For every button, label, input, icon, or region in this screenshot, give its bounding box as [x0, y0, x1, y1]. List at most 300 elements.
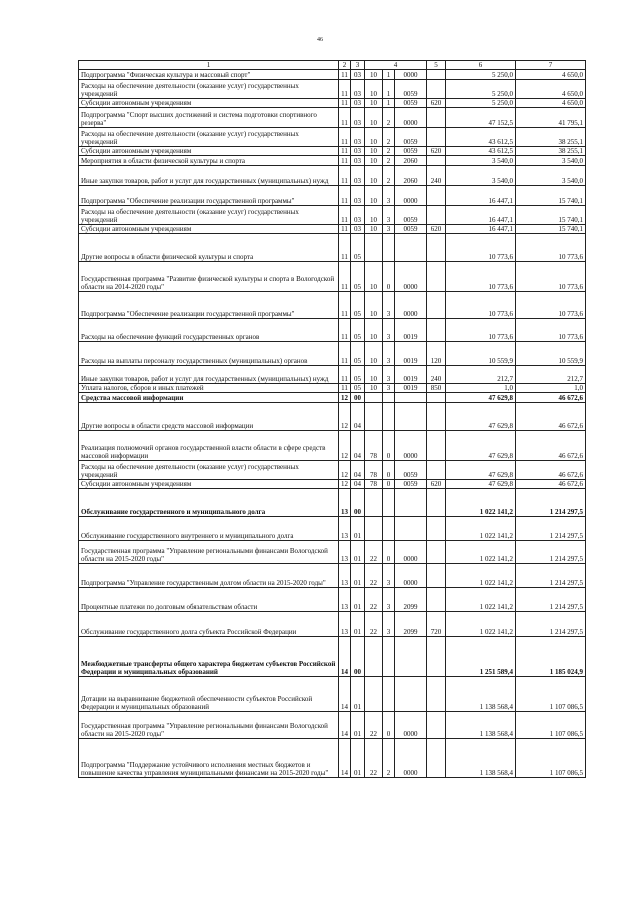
amount-year-2: 15 740,1	[516, 186, 586, 206]
program-code: 22	[365, 612, 383, 637]
section-code: 11	[339, 147, 351, 156]
amount-year-1: 47 629,8	[446, 461, 516, 480]
subprogram-code	[383, 517, 395, 541]
section-code: 13	[339, 564, 351, 588]
amount-year-1: 1 022 141,2	[446, 612, 516, 637]
subsection-code: 05	[351, 292, 365, 319]
table-row	[79, 166, 586, 186]
expense-type-code	[427, 156, 446, 166]
amount-year-1: 5 250,0	[446, 99, 516, 108]
table-row	[79, 489, 586, 517]
program-code: 10	[365, 147, 383, 156]
amount-year-1: 1 022 141,2	[446, 489, 516, 517]
row-name: Средства массовой информации	[79, 393, 339, 403]
subprogram-code: 0	[383, 262, 395, 292]
table-row	[79, 366, 586, 384]
table-row	[79, 564, 586, 588]
direction-code: 2099	[395, 612, 427, 637]
expense-type-code	[427, 739, 446, 778]
column-header: 5	[427, 61, 446, 70]
amount-year-1: 10 773,6	[446, 262, 516, 292]
amount-year-2: 4 650,0	[516, 80, 586, 99]
table-row	[79, 677, 586, 712]
expense-type-code	[427, 108, 446, 128]
table-row	[79, 393, 586, 403]
row-name: Расходы на обеспечение деятельности (оказание услуг) государственных учреждений	[79, 128, 339, 147]
table-row	[79, 637, 586, 677]
direction-code	[395, 393, 427, 403]
program-code: 10	[365, 128, 383, 147]
expense-type-code: 620	[427, 480, 446, 489]
section-code: 12	[339, 480, 351, 489]
table-row	[79, 70, 586, 80]
amount-year-1: 5 250,0	[446, 70, 516, 80]
section-code: 11	[339, 234, 351, 262]
amount-year-1: 10 773,6	[446, 319, 516, 342]
direction-code: 0059	[395, 206, 427, 225]
expense-type-code	[427, 541, 446, 564]
amount-year-1: 10 559,9	[446, 342, 516, 366]
program-code: 10	[365, 186, 383, 206]
section-code: 12	[339, 403, 351, 431]
expense-type-code	[427, 588, 446, 612]
expense-type-code	[427, 517, 446, 541]
row-name: Межбюджетные трансферты общего характера бюджетам субъектов Российской Федерации и муниципальных образований	[79, 637, 339, 677]
subsection-code: 04	[351, 431, 365, 461]
amount-year-2: 46 672,6	[516, 403, 586, 431]
subprogram-code: 2	[383, 156, 395, 166]
subprogram-code	[383, 637, 395, 677]
row-name: Другие вопросы в области физической культуры и спорта	[79, 234, 339, 262]
section-code: 11	[339, 108, 351, 128]
table-row	[79, 262, 586, 292]
section-code: 13	[339, 489, 351, 517]
row-name: Государственная программа "Развитие физической культуры и спорта в Вологодской области на 2014-2020 годы"	[79, 262, 339, 292]
section-code: 13	[339, 612, 351, 637]
amount-year-2: 4 650,0	[516, 99, 586, 108]
expense-type-code: 620	[427, 99, 446, 108]
program-code: 10	[365, 225, 383, 234]
amount-year-1: 16 447,1	[446, 186, 516, 206]
table-header-row	[79, 61, 586, 70]
table-row	[79, 128, 586, 147]
amount-year-1: 1 022 141,2	[446, 588, 516, 612]
subprogram-code: 3	[383, 225, 395, 234]
direction-code: 0000	[395, 70, 427, 80]
row-name: Государственная программа "Управление региональными финансами Вологодской области на 2015-2020 годы"	[79, 541, 339, 564]
subsection-code: 04	[351, 480, 365, 489]
amount-year-1: 212,7	[446, 366, 516, 384]
program-code: 10	[365, 342, 383, 366]
row-name: Подпрограмма "Поддержание устойчивого исполнения местных бюджетов и повышение качества управления муниципальными финансами на 2015-2020 годы"	[79, 739, 339, 778]
section-code: 11	[339, 80, 351, 99]
subprogram-code	[383, 489, 395, 517]
subsection-code: 00	[351, 637, 365, 677]
table-row	[79, 588, 586, 612]
subsection-code: 00	[351, 489, 365, 517]
direction-code: 0019	[395, 319, 427, 342]
subprogram-code: 3	[383, 342, 395, 366]
expense-type-code	[427, 206, 446, 225]
amount-year-2: 46 672,6	[516, 393, 586, 403]
amount-year-2: 1 107 086,5	[516, 739, 586, 778]
expense-type-code	[427, 80, 446, 99]
program-code	[365, 234, 383, 262]
expense-type-code: 120	[427, 342, 446, 366]
amount-year-2: 1,0	[516, 384, 586, 393]
program-code: 10	[365, 206, 383, 225]
amount-year-1: 47 629,8	[446, 480, 516, 489]
expense-type-code	[427, 564, 446, 588]
column-header: 6	[446, 61, 516, 70]
subsection-code: 03	[351, 99, 365, 108]
amount-year-2: 38 255,1	[516, 128, 586, 147]
subsection-code: 03	[351, 108, 365, 128]
amount-year-2: 10 773,6	[516, 262, 586, 292]
expense-type-code	[427, 292, 446, 319]
subprogram-code: 3	[383, 564, 395, 588]
section-code: 11	[339, 166, 351, 186]
subprogram-code	[383, 677, 395, 712]
subprogram-code: 1	[383, 80, 395, 99]
section-code: 12	[339, 461, 351, 480]
amount-year-1: 16 447,1	[446, 206, 516, 225]
subprogram-code: 3	[383, 206, 395, 225]
direction-code: 0019	[395, 384, 427, 393]
section-code: 11	[339, 319, 351, 342]
amount-year-1: 1 138 568,4	[446, 712, 516, 739]
expense-type-code: 720	[427, 612, 446, 637]
program-code: 10	[365, 319, 383, 342]
table-row	[79, 225, 586, 234]
subsection-code: 03	[351, 128, 365, 147]
section-code: 12	[339, 431, 351, 461]
section-code: 13	[339, 541, 351, 564]
subprogram-code: 2	[383, 739, 395, 778]
expense-type-code	[427, 677, 446, 712]
subsection-code: 01	[351, 517, 365, 541]
amount-year-1: 1 138 568,4	[446, 677, 516, 712]
budget-table	[78, 60, 586, 778]
section-code: 13	[339, 517, 351, 541]
column-header: 3	[351, 61, 365, 70]
section-code: 11	[339, 366, 351, 384]
row-name: Субсидии автономным учреждениям	[79, 225, 339, 234]
table-body	[79, 70, 586, 778]
row-name: Обслуживание государственного и муниципального долга	[79, 489, 339, 517]
amount-year-2: 1 107 086,5	[516, 677, 586, 712]
subprogram-code: 2	[383, 128, 395, 147]
subsection-code: 01	[351, 541, 365, 564]
subprogram-code: 2	[383, 166, 395, 186]
section-code: 14	[339, 677, 351, 712]
section-code: 14	[339, 712, 351, 739]
amount-year-2: 4 650,0	[516, 70, 586, 80]
expense-type-code: 240	[427, 166, 446, 186]
subprogram-code: 0	[383, 431, 395, 461]
amount-year-2: 41 795,1	[516, 108, 586, 128]
direction-code: 0059	[395, 99, 427, 108]
amount-year-1: 1 251 589,4	[446, 637, 516, 677]
section-code: 11	[339, 206, 351, 225]
subsection-code: 03	[351, 80, 365, 99]
expense-type-code: 620	[427, 147, 446, 156]
section-code: 12	[339, 393, 351, 403]
subprogram-code: 2	[383, 108, 395, 128]
amount-year-1: 47 629,8	[446, 393, 516, 403]
subprogram-code	[383, 234, 395, 262]
table-row	[79, 461, 586, 480]
expense-type-code: 620	[427, 225, 446, 234]
subsection-code: 05	[351, 384, 365, 393]
subsection-code: 05	[351, 342, 365, 366]
direction-code: 0059	[395, 128, 427, 147]
row-name: Подпрограмма "Обеспечение реализации государственной программы"	[79, 186, 339, 206]
section-code: 11	[339, 292, 351, 319]
row-name: Процентные платежи по долговым обязательствам области	[79, 588, 339, 612]
table-row	[79, 99, 586, 108]
program-code: 22	[365, 564, 383, 588]
subsection-code: 01	[351, 612, 365, 637]
row-name: Расходы на обеспечение деятельности (оказание услуг) государственных учреждений	[79, 80, 339, 99]
direction-code: 0000	[395, 712, 427, 739]
subprogram-code	[383, 403, 395, 431]
expense-type-code	[427, 234, 446, 262]
subsection-code: 01	[351, 739, 365, 778]
expense-type-code	[427, 262, 446, 292]
table-row	[79, 319, 586, 342]
expense-type-code: 240	[427, 366, 446, 384]
subsection-code: 05	[351, 319, 365, 342]
row-name: Субсидии автономным учреждениям	[79, 147, 339, 156]
direction-code: 2099	[395, 588, 427, 612]
amount-year-2: 1 214 297,5	[516, 612, 586, 637]
direction-code: 0019	[395, 342, 427, 366]
direction-code	[395, 403, 427, 431]
subprogram-code: 0	[383, 461, 395, 480]
table-row	[79, 234, 586, 262]
direction-code	[395, 234, 427, 262]
subprogram-code: 0	[383, 480, 395, 489]
section-code: 14	[339, 637, 351, 677]
subsection-code: 05	[351, 262, 365, 292]
table-row	[79, 342, 586, 366]
subsection-code: 04	[351, 403, 365, 431]
amount-year-2: 10 773,6	[516, 292, 586, 319]
direction-code: 0000	[395, 262, 427, 292]
direction-code: 0000	[395, 431, 427, 461]
program-code: 10	[365, 292, 383, 319]
subsection-code: 03	[351, 186, 365, 206]
column-header: 4	[365, 61, 427, 70]
subsection-code: 03	[351, 225, 365, 234]
direction-code: 0000	[395, 292, 427, 319]
amount-year-2: 15 740,1	[516, 206, 586, 225]
amount-year-1: 47 629,8	[446, 431, 516, 461]
section-code: 11	[339, 384, 351, 393]
direction-code: 0000	[395, 541, 427, 564]
expense-type-code	[427, 712, 446, 739]
section-code: 11	[339, 99, 351, 108]
subsection-code: 03	[351, 166, 365, 186]
expense-type-code	[427, 431, 446, 461]
amount-year-2: 46 672,6	[516, 431, 586, 461]
direction-code: 2060	[395, 156, 427, 166]
direction-code: 0000	[395, 739, 427, 778]
amount-year-1: 1 138 568,4	[446, 739, 516, 778]
amount-year-2: 46 672,6	[516, 480, 586, 489]
amount-year-1: 1,0	[446, 384, 516, 393]
direction-code	[395, 637, 427, 677]
subprogram-code: 3	[383, 588, 395, 612]
direction-code: 2060	[395, 166, 427, 186]
amount-year-1: 3 540,0	[446, 156, 516, 166]
direction-code	[395, 517, 427, 541]
subprogram-code: 1	[383, 99, 395, 108]
direction-code: 0000	[395, 108, 427, 128]
subprogram-code: 3	[383, 384, 395, 393]
amount-year-2: 10 559,9	[516, 342, 586, 366]
row-name: Подпрограмма "Спорт высших достижений и система подготовки спортивного резерва"	[79, 108, 339, 128]
section-code: 11	[339, 156, 351, 166]
program-code: 22	[365, 588, 383, 612]
amount-year-2: 15 740,1	[516, 225, 586, 234]
program-code	[365, 393, 383, 403]
subsection-code: 05	[351, 234, 365, 262]
row-name: Обслуживание государственного долга субъекта Российской Федерации	[79, 612, 339, 637]
row-name: Иные закупки товаров, работ и услуг для государственных (муниципальных) нужд	[79, 366, 339, 384]
section-code: 11	[339, 262, 351, 292]
subsection-code: 03	[351, 206, 365, 225]
program-code: 10	[365, 166, 383, 186]
table-row	[79, 431, 586, 461]
table-row	[79, 147, 586, 156]
section-code: 11	[339, 186, 351, 206]
amount-year-1: 1 022 141,2	[446, 564, 516, 588]
direction-code: 0000	[395, 186, 427, 206]
amount-year-2: 1 214 297,5	[516, 541, 586, 564]
program-code: 10	[365, 262, 383, 292]
amount-year-2: 38 255,1	[516, 147, 586, 156]
subsection-code: 01	[351, 588, 365, 612]
expense-type-code	[427, 637, 446, 677]
section-code: 14	[339, 739, 351, 778]
row-name: Реализация полномочий органов государственной власти области в сфере средств массовой информации	[79, 431, 339, 461]
row-name: Субсидии автономным учреждениям	[79, 480, 339, 489]
amount-year-1: 5 250,0	[446, 80, 516, 99]
amount-year-2: 212,7	[516, 366, 586, 384]
amount-year-2: 10 773,6	[516, 234, 586, 262]
page-number: 46	[317, 37, 323, 43]
table-row	[79, 712, 586, 739]
amount-year-2: 1 214 297,5	[516, 489, 586, 517]
program-code	[365, 517, 383, 541]
subsection-code: 01	[351, 564, 365, 588]
subprogram-code: 3	[383, 612, 395, 637]
program-code: 22	[365, 739, 383, 778]
subprogram-code: 1	[383, 70, 395, 80]
direction-code: 0059	[395, 147, 427, 156]
subsection-code: 03	[351, 70, 365, 80]
amount-year-1: 3 540,0	[446, 166, 516, 186]
subsection-code: 00	[351, 393, 365, 403]
table-row	[79, 541, 586, 564]
program-code: 10	[365, 99, 383, 108]
table-row	[79, 186, 586, 206]
amount-year-1: 1 022 141,2	[446, 541, 516, 564]
table-row	[79, 384, 586, 393]
amount-year-1: 1 022 141,2	[446, 517, 516, 541]
amount-year-1: 47 152,5	[446, 108, 516, 128]
expense-type-code	[427, 70, 446, 80]
row-name: Подпрограмма "Физическая культура и массовый спорт"	[79, 70, 339, 80]
expense-type-code	[427, 186, 446, 206]
subsection-code: 01	[351, 677, 365, 712]
section-code: 11	[339, 128, 351, 147]
subprogram-code: 3	[383, 186, 395, 206]
subprogram-code: 3	[383, 292, 395, 319]
amount-year-1: 10 773,6	[446, 234, 516, 262]
direction-code	[395, 489, 427, 517]
direction-code: 0059	[395, 480, 427, 489]
direction-code: 0059	[395, 225, 427, 234]
program-code: 78	[365, 431, 383, 461]
column-header: 1	[79, 61, 339, 70]
table-row	[79, 156, 586, 166]
table-row	[79, 612, 586, 637]
expense-type-code	[427, 403, 446, 431]
subsection-code: 03	[351, 147, 365, 156]
amount-year-1: 43 612,5	[446, 128, 516, 147]
subprogram-code: 3	[383, 366, 395, 384]
column-header: 7	[516, 61, 586, 70]
expense-type-code	[427, 461, 446, 480]
table-row	[79, 108, 586, 128]
row-name: Подпрограмма "Управление государственным долгом области на 2015-2020 годы"	[79, 564, 339, 588]
row-name: Подпрограмма "Обеспечение реализации государственной программы"	[79, 292, 339, 319]
expense-type-code	[427, 393, 446, 403]
program-code	[365, 637, 383, 677]
direction-code: 0059	[395, 80, 427, 99]
amount-year-2: 1 214 297,5	[516, 517, 586, 541]
section-code: 11	[339, 70, 351, 80]
subsection-code: 04	[351, 461, 365, 480]
row-name: Иные закупки товаров, работ и услуг для государственных (муниципальных) нужд	[79, 166, 339, 186]
program-code: 10	[365, 80, 383, 99]
subsection-code: 01	[351, 712, 365, 739]
program-code: 78	[365, 480, 383, 489]
program-code: 22	[365, 712, 383, 739]
amount-year-2: 3 540,0	[516, 156, 586, 166]
subprogram-code: 0	[383, 541, 395, 564]
row-name: Расходы на обеспечение функций государственных органов	[79, 319, 339, 342]
row-name: Субсидии автономным учреждениям	[79, 99, 339, 108]
amount-year-1: 10 773,6	[446, 292, 516, 319]
row-name: Другие вопросы в области средств массовой информации	[79, 403, 339, 431]
direction-code: 0019	[395, 366, 427, 384]
program-code	[365, 489, 383, 517]
program-code: 10	[365, 366, 383, 384]
row-name: Расходы на обеспечение деятельности (оказание услуг) государственных учреждений	[79, 206, 339, 225]
expense-type-code	[427, 489, 446, 517]
row-name: Дотации на выравнивание бюджетной обеспеченности субъектов Российской Федерации и муниципальных образований	[79, 677, 339, 712]
amount-year-2: 1 185 024,9	[516, 637, 586, 677]
program-code: 78	[365, 461, 383, 480]
program-code	[365, 403, 383, 431]
expense-type-code	[427, 319, 446, 342]
subprogram-code: 2	[383, 147, 395, 156]
table-row	[79, 403, 586, 431]
